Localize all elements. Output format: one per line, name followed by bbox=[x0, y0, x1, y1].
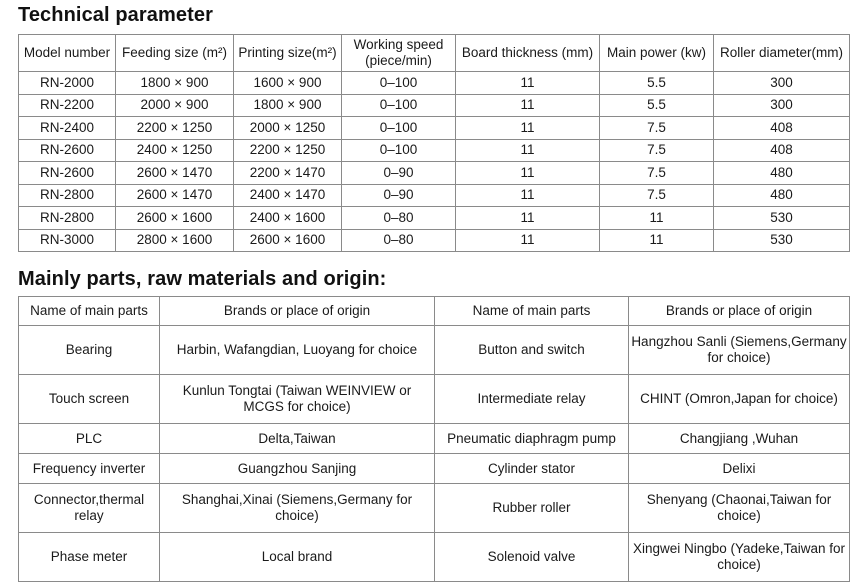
table-cell: RN-2800 bbox=[19, 207, 116, 230]
table-cell: 11 bbox=[456, 229, 600, 252]
table-cell: 1600 × 900 bbox=[234, 72, 342, 95]
table-cell: 2600 × 1600 bbox=[116, 207, 234, 230]
table-cell: Touch screen bbox=[19, 375, 160, 424]
table-cell: 2400 × 1470 bbox=[234, 184, 342, 207]
table-cell: 0–100 bbox=[342, 139, 456, 162]
table-row bbox=[19, 375, 850, 424]
table-cell: 2600 × 1470 bbox=[116, 162, 234, 185]
table-cell: 530 bbox=[714, 207, 850, 230]
main-parts-table bbox=[18, 296, 850, 582]
table-cell: RN-3000 bbox=[19, 229, 116, 252]
table-cell: 408 bbox=[714, 117, 850, 140]
column-header: Board thickness (mm) bbox=[456, 35, 600, 72]
table-cell: 2400 × 1250 bbox=[116, 139, 234, 162]
table-cell: Shenyang (Chaonai,Taiwan for choice) bbox=[629, 484, 850, 533]
table-cell: 11 bbox=[600, 229, 714, 252]
table-cell: Pneumatic diaphragm pump bbox=[435, 424, 629, 454]
table-cell: 0–90 bbox=[342, 184, 456, 207]
table-row bbox=[19, 326, 850, 375]
table-cell: 2200 × 1470 bbox=[234, 162, 342, 185]
table-cell: RN-2600 bbox=[19, 139, 116, 162]
table-cell: 7.5 bbox=[600, 139, 714, 162]
table-cell: 480 bbox=[714, 184, 850, 207]
column-header: Feeding size (m²) bbox=[116, 35, 234, 72]
table-cell: 7.5 bbox=[600, 162, 714, 185]
table-cell: 0–100 bbox=[342, 72, 456, 95]
table-cell: 7.5 bbox=[600, 184, 714, 207]
table-cell: Solenoid valve bbox=[435, 533, 629, 582]
table-cell: Xingwei Ningbo (Yadeke,Taiwan for choice) bbox=[629, 533, 850, 582]
table-cell: Changjiang ,Wuhan bbox=[629, 424, 850, 454]
table-cell: Connector,thermal relay bbox=[19, 484, 160, 533]
table-cell: RN-2000 bbox=[19, 72, 116, 95]
table-cell: 1800 × 900 bbox=[116, 72, 234, 95]
column-header: Brands or place of origin bbox=[160, 297, 435, 326]
technical-parameter-heading: Technical parameter bbox=[18, 4, 213, 26]
table-cell: Delta,Taiwan bbox=[160, 424, 435, 454]
table-cell: 7.5 bbox=[600, 117, 714, 140]
table-cell: 2800 × 1600 bbox=[116, 229, 234, 252]
table-row bbox=[19, 484, 850, 533]
column-header: Name of main parts bbox=[435, 297, 629, 326]
table-cell: 2200 × 1250 bbox=[116, 117, 234, 140]
table-row bbox=[19, 94, 850, 117]
table-cell: Button and switch bbox=[435, 326, 629, 375]
table-cell: 300 bbox=[714, 94, 850, 117]
table-cell: PLC bbox=[19, 424, 160, 454]
table-cell: 11 bbox=[600, 207, 714, 230]
table-row bbox=[19, 229, 850, 252]
table-cell: CHINT (Omron,Japan for choice) bbox=[629, 375, 850, 424]
table-row bbox=[19, 117, 850, 140]
table-cell: Harbin, Wafangdian, Luoyang for choice bbox=[160, 326, 435, 375]
table-cell: Rubber roller bbox=[435, 484, 629, 533]
table-cell: RN-2400 bbox=[19, 117, 116, 140]
table-row bbox=[19, 184, 850, 207]
table-cell: Hangzhou Sanli (Siemens,Germany for choice) bbox=[629, 326, 850, 375]
table-row bbox=[19, 72, 850, 95]
column-header: Name of main parts bbox=[19, 297, 160, 326]
table-cell: RN-2800 bbox=[19, 184, 116, 207]
table-row bbox=[19, 207, 850, 230]
table-cell: Delixi bbox=[629, 454, 850, 484]
table-cell: Intermediate relay bbox=[435, 375, 629, 424]
table-cell: RN-2200 bbox=[19, 94, 116, 117]
column-header: Model number bbox=[19, 35, 116, 72]
table-row bbox=[19, 139, 850, 162]
table-cell: 5.5 bbox=[600, 94, 714, 117]
column-header: Working speed (piece/min) bbox=[342, 35, 456, 72]
table-cell: Cylinder stator bbox=[435, 454, 629, 484]
table-cell: 300 bbox=[714, 72, 850, 95]
table-header-row bbox=[19, 35, 850, 72]
table-cell: Local brand bbox=[160, 533, 435, 582]
table-cell: Frequency inverter bbox=[19, 454, 160, 484]
table-cell: 0–90 bbox=[342, 162, 456, 185]
table-cell: 2600 × 1600 bbox=[234, 229, 342, 252]
table-row bbox=[19, 454, 850, 484]
technical-parameter-table bbox=[18, 34, 850, 252]
table-cell: 11 bbox=[456, 117, 600, 140]
column-header: Roller diameter(mm) bbox=[714, 35, 850, 72]
table-cell: 11 bbox=[456, 162, 600, 185]
table-row bbox=[19, 162, 850, 185]
table-cell: 0–80 bbox=[342, 207, 456, 230]
table-cell: 408 bbox=[714, 139, 850, 162]
table-cell: 11 bbox=[456, 184, 600, 207]
table-cell: 2000 × 1250 bbox=[234, 117, 342, 140]
table-cell: 5.5 bbox=[600, 72, 714, 95]
table-cell: 0–100 bbox=[342, 94, 456, 117]
main-parts-heading: Mainly parts, raw materials and origin: bbox=[18, 268, 387, 290]
table-cell: 1800 × 900 bbox=[234, 94, 342, 117]
table-header-row bbox=[19, 297, 850, 326]
table-cell: Shanghai,Xinai (Siemens,Germany for choice) bbox=[160, 484, 435, 533]
table-row bbox=[19, 424, 850, 454]
table-cell: 530 bbox=[714, 229, 850, 252]
table-cell: 0–80 bbox=[342, 229, 456, 252]
column-header: Printing size(m²) bbox=[234, 35, 342, 72]
table-cell: Guangzhou Sanjing bbox=[160, 454, 435, 484]
table-cell: 11 bbox=[456, 207, 600, 230]
table-cell: Phase meter bbox=[19, 533, 160, 582]
table-cell: 11 bbox=[456, 139, 600, 162]
table-cell: Bearing bbox=[19, 326, 160, 375]
table-cell: 11 bbox=[456, 94, 600, 117]
table-cell: 11 bbox=[456, 72, 600, 95]
column-header: Brands or place of origin bbox=[629, 297, 850, 326]
table-cell: 2000 × 900 bbox=[116, 94, 234, 117]
table-cell: 2400 × 1600 bbox=[234, 207, 342, 230]
table-row bbox=[19, 533, 850, 582]
table-cell: RN-2600 bbox=[19, 162, 116, 185]
column-header: Main power (kw) bbox=[600, 35, 714, 72]
table-cell: 2200 × 1250 bbox=[234, 139, 342, 162]
table-cell: 0–100 bbox=[342, 117, 456, 140]
table-cell: Kunlun Tongtai (Taiwan WEINVIEW or MCGS for choice) bbox=[160, 375, 435, 424]
table-cell: 480 bbox=[714, 162, 850, 185]
table-cell: 2600 × 1470 bbox=[116, 184, 234, 207]
